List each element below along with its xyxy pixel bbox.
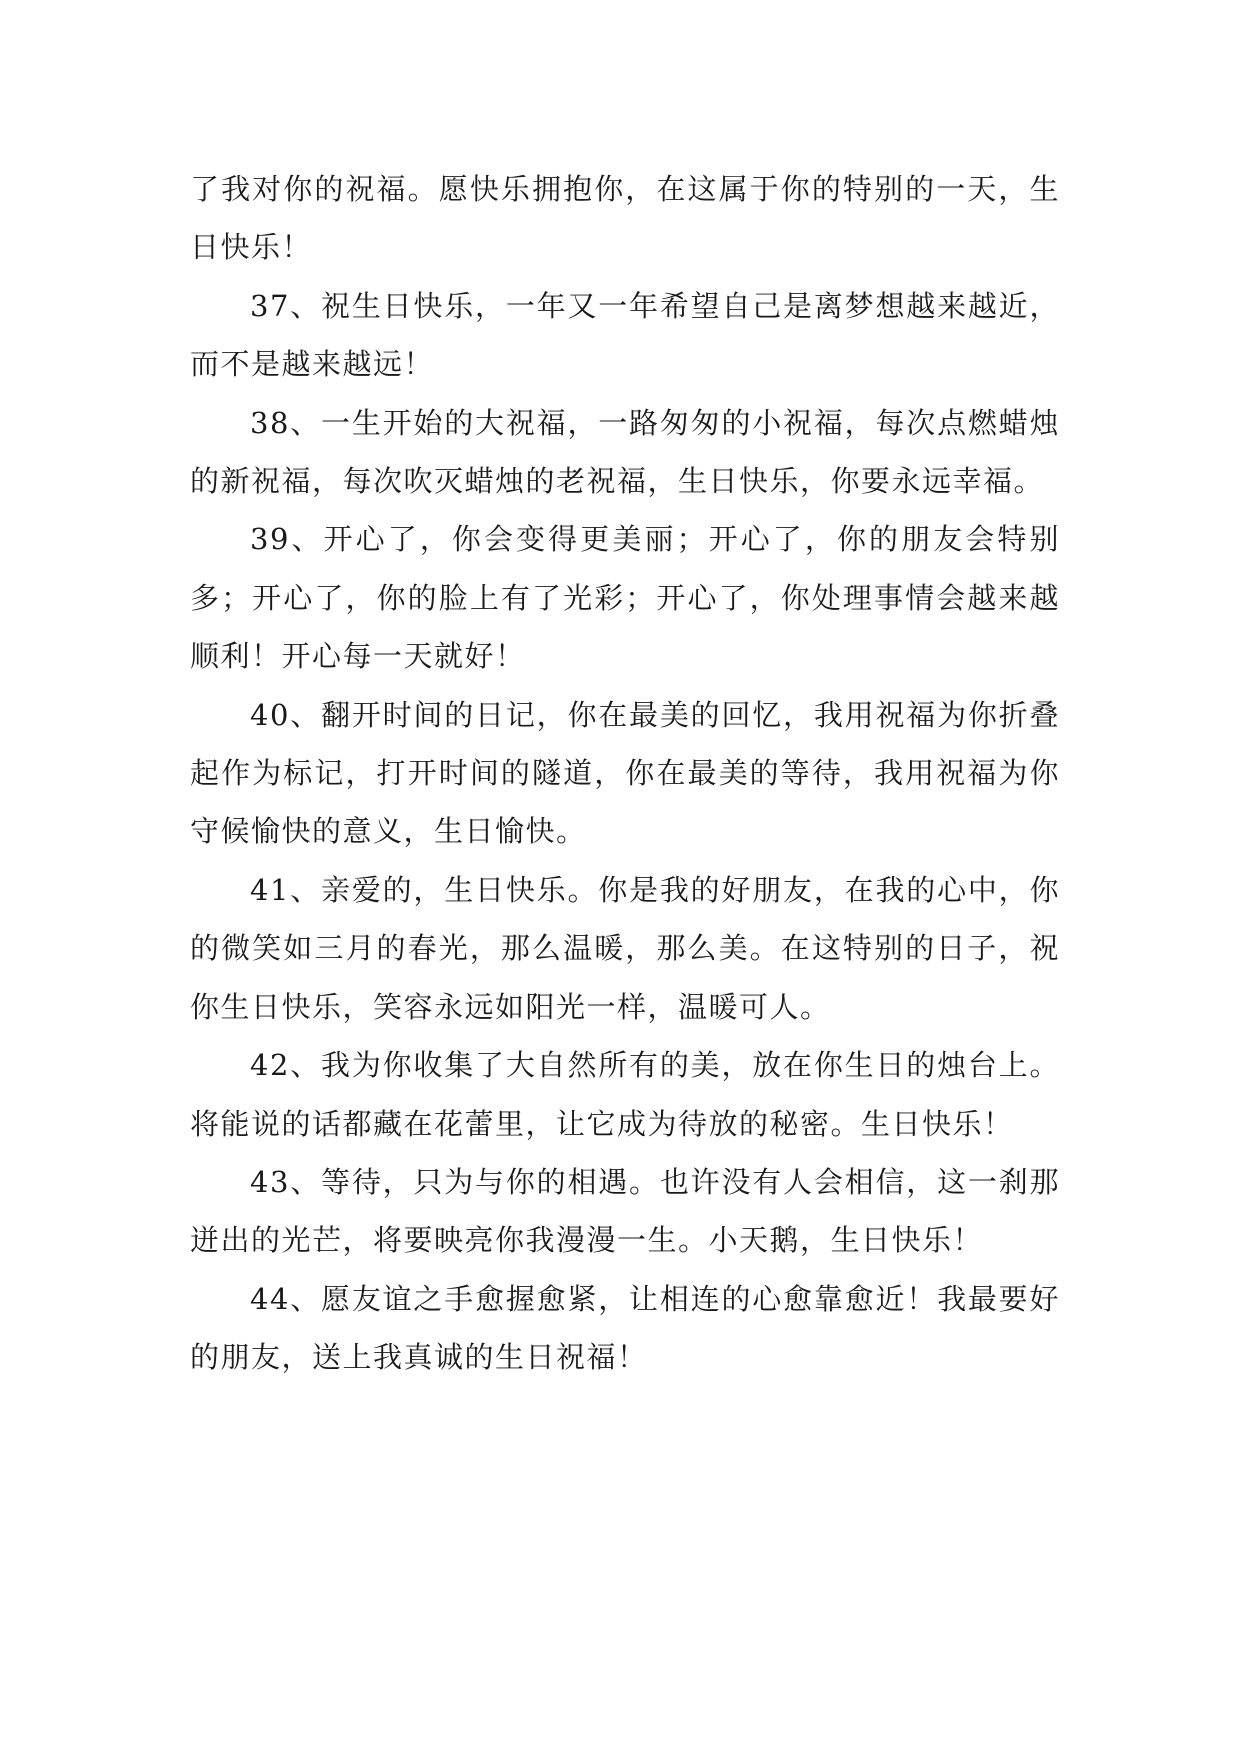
document-body: [190, 160, 1060, 1387]
paragraph-44: [190, 1270, 1060, 1387]
paragraph-number: 44: [250, 1281, 290, 1316]
paragraph-text: 、等待，只为与你的相遇。也许没有人会相信，这一刹那迸出的光芒，将要映亮你我漫漫一生。小天鹅，生日快乐！: [190, 1164, 1060, 1258]
paragraph-number: 42: [250, 1048, 290, 1083]
paragraph-number: 40: [250, 697, 290, 732]
paragraph-text: 了我对你的祝福。愿快乐拥抱你，在这属于你的特别的一天，生日快乐！: [190, 172, 1060, 265]
paragraph-number: 39: [250, 522, 290, 557]
paragraph-number: 41: [250, 872, 290, 907]
paragraph-text: 、一生开始的大祝福，一路匆匆的小祝福，每次点燃蜡烛的新祝福，每次吹灭蜡烛的老祝福，生日快乐，你要永远幸福。: [190, 405, 1060, 499]
paragraph-number: 43: [250, 1164, 290, 1199]
paragraph-number: 38: [250, 405, 290, 440]
paragraph-text: 、亲爱的，生日快乐。你是我的好朋友，在我的心中，你的微笑如三月的春光，那么温暖，那么美。在这特别的日子，祝你生日快乐，笑容永远如阳光一样，温暖可人。: [190, 872, 1060, 1024]
paragraph-38: [190, 394, 1060, 511]
paragraph-42: [190, 1036, 1060, 1153]
paragraph-continuation: [190, 160, 1060, 277]
paragraph-43: [190, 1153, 1060, 1270]
paragraph-39: [190, 510, 1060, 685]
paragraph-text: 、开心了，你会变得更美丽；开心了，你的朋友会特别多；开心了，你的脸上有了光彩；开心了，你处理事情会越来越顺利！开心每一天就好！: [190, 522, 1060, 674]
paragraph-text: 、翻开时间的日记，你在最美的回忆，我用祝福为你折叠起作为标记，打开时间的隧道，你在最美的等待，我用祝福为你守候愉快的意义，生日愉快。: [190, 697, 1060, 849]
paragraph-number: 37: [250, 288, 290, 323]
paragraph-40: [190, 686, 1060, 861]
paragraph-text: 、我为你收集了大自然所有的美，放在你生日的烛台上。将能说的话都藏在花蕾里，让它成为待放的秘密。生日快乐！: [190, 1048, 1060, 1141]
paragraph-37: [190, 277, 1060, 394]
paragraph-text: 、愿友谊之手愈握愈紧，让相连的心愈靠愈近！我最要好的朋友，送上我真诚的生日祝福！: [190, 1281, 1060, 1375]
paragraph-text: 、祝生日快乐，一年又一年希望自己是离梦想越来越近，而不是越来越远！: [190, 288, 1060, 382]
paragraph-41: [190, 861, 1060, 1036]
